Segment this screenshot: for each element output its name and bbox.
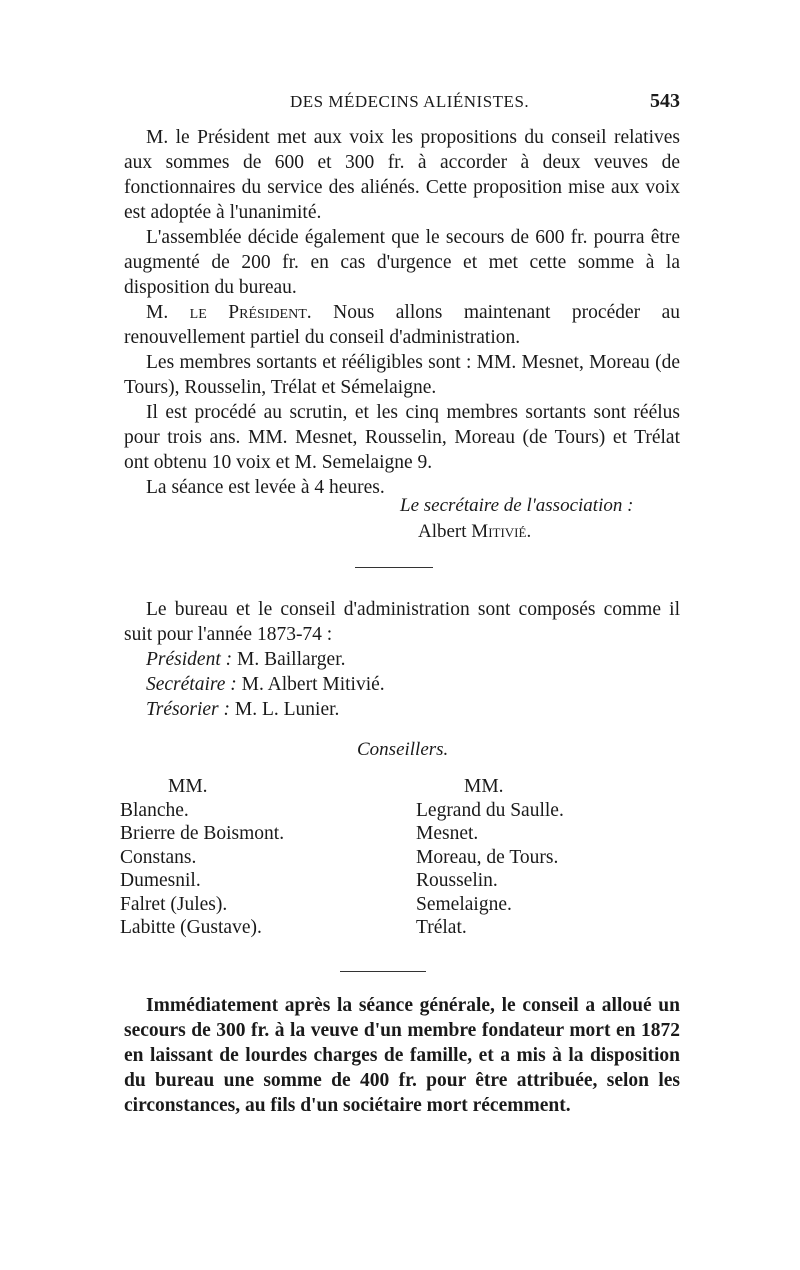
list-item: Labitte (Gustave). bbox=[120, 917, 262, 938]
secretaire-name: M. Albert Mitivié. bbox=[236, 674, 385, 695]
speech-text: Nous allons maintenant procéder au renouvellement partiel du conseil d'administration. bbox=[124, 302, 681, 348]
tresorier-label: Trésorier : bbox=[146, 699, 230, 720]
paragraph-session-closed: La séance est levée à 4 heures. bbox=[146, 477, 385, 498]
running-title: DES MÉDECINS ALIÉNISTES. bbox=[290, 92, 530, 111]
page-header bbox=[120, 90, 680, 120]
officer-tresorier bbox=[146, 697, 385, 722]
list-item: Falret (Jules). bbox=[120, 893, 228, 915]
paragraph-president-speech bbox=[124, 300, 680, 350]
list-item: Dumesnil. bbox=[120, 870, 201, 891]
left-column-header: MM. bbox=[168, 776, 208, 797]
paragraph-outgoing-members: Les membres sortants et rééligibles sont : MM. Mesnet, Moreau (de Tours), Rousselin, Trélat et Sémelaigne. bbox=[124, 352, 680, 398]
tresorier-name: M. L. Lunier. bbox=[229, 699, 340, 720]
final-paragraph-block bbox=[124, 993, 680, 1118]
minutes-text bbox=[124, 125, 680, 500]
signature-role: Le secrétaire de l'association : bbox=[400, 495, 634, 516]
conseillers-right-column bbox=[416, 775, 564, 940]
paragraph-election-result: Il est procédé au scrutin, et les cinq membres sortants sont réélus pour trois ans. MM. Mesnet, Rousselin, Moreau (de Tours) et Trélat ont obtenu 10 voix et M. Semelaigne 9. bbox=[124, 402, 680, 473]
secretaire-label: Secrétaire : bbox=[146, 674, 237, 695]
officer-secretaire bbox=[146, 672, 385, 697]
paragraph-vote: M. le Président met aux voix les propositions du conseil relatives aux sommes de 600 et 300 fr. à accorder à deux veuves de fonctionnaires du service des aliénés. Cette proposition mise aux voix est adoptée à l'unanimité. bbox=[124, 127, 680, 223]
right-column-header: MM. bbox=[464, 776, 504, 797]
signature-last-name: Mitivié. bbox=[471, 521, 532, 542]
list-item: Trélat. bbox=[416, 917, 467, 938]
conseillers-heading: Conseillers. bbox=[357, 739, 449, 760]
list-item: Constans. bbox=[120, 846, 197, 868]
officers-list bbox=[146, 647, 385, 722]
signature-name bbox=[418, 521, 531, 543]
bureau-intro-block bbox=[124, 597, 680, 647]
signature-first-name: Albert bbox=[418, 521, 472, 542]
president-name: M. Baillarger. bbox=[232, 649, 346, 670]
list-item: Moreau, de Tours. bbox=[416, 846, 559, 868]
speaker-label: M. le Président. bbox=[146, 302, 312, 323]
list-item: Legrand du Saulle. bbox=[416, 799, 564, 821]
final-paragraph: Immédiatement après la séance générale, le conseil a alloué un secours de 300 fr. à la veuve d'un membre fondateur mort en 1872 en laissant de lourdes charges de famille, et a mis à la disposition du bureau une somme de 400 fr. pour être attribuée, selon les circonstances, au fils d'un sociétaire mort récemment. bbox=[124, 995, 680, 1116]
page-number: 543 bbox=[650, 90, 680, 112]
list-item: Brierre de Boismont. bbox=[120, 823, 285, 844]
section-divider bbox=[355, 567, 433, 568]
bureau-intro: Le bureau et le conseil d'administration sont composés comme il suit pour l'année 1873-74 : bbox=[124, 599, 680, 645]
section-divider bbox=[340, 971, 426, 972]
list-item: Rousselin. bbox=[416, 870, 498, 891]
list-item: Blanche. bbox=[120, 799, 189, 821]
paragraph-assembly-decision: L'assemblée décide également que le secours de 600 fr. pourra être augmenté de 200 fr. en cas d'urgence et met cette somme à la disposition du bureau. bbox=[124, 227, 680, 298]
conseillers-left-column bbox=[120, 775, 284, 940]
list-item: Mesnet. bbox=[416, 823, 479, 844]
list-item: Semelaigne. bbox=[416, 893, 512, 915]
officer-president bbox=[146, 647, 385, 672]
president-label: Président : bbox=[146, 649, 233, 670]
